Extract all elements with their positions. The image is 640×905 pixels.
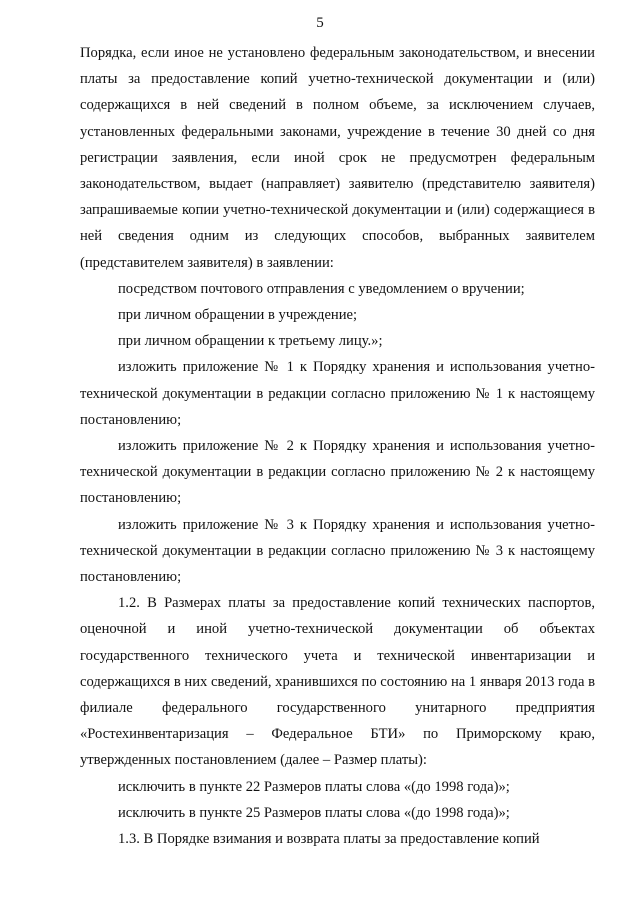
paragraph-section-1-3: 1.3. В Порядке взимания и возврата платы за предоставление копий (118, 831, 540, 848)
paragraph-method-in-person: при личном обращении в учреждение; (118, 307, 358, 324)
paragraph-appendix-2: изложить приложение № 2 к Порядку хранения и использования учетно-технической документации в редакции согласно приложению № 2 к настоящему постановлению; (80, 438, 595, 507)
paragraph-section-1-2: 1.2. В Размерах платы за предоставление копий технических паспортов, оценочной и иной учетно-технической документации об объектах государственного технического учета и технической инвентаризации и содержащихся в них сведений, хранившихся по состоянию на 1 января 2013 года в филиале федерального государственного унитарного предприятия «Ростехинвентаризация – Федеральное БТИ» по Приморскому краю, утвержденных постановлением (далее – Размер платы): (80, 595, 595, 769)
paragraph-method-mail: посредством почтового отправления с уведомлением о вручении; (118, 280, 525, 297)
paragraph-appendix-1: изложить приложение № 1 к Порядку хранения и использования учетно-технической документации в редакции согласно приложению № 1 к настоящему постановлению; (80, 359, 595, 428)
paragraph-exclude-item-22: исключить в пункте 22 Размеров платы слова «(до 1998 года)»; (118, 778, 510, 795)
page-number: 5 (316, 15, 324, 31)
document-body (80, 40, 595, 852)
paragraph-exclude-item-25: исключить в пункте 25 Размеров платы слова «(до 1998 года)»; (118, 804, 510, 821)
paragraph-continuation: Порядка, если иное не установлено федеральным законодательством, и внесении платы за предоставление копий учетно-технической документации и (или) содержащихся в ней сведений в полном объеме, за исключением случаев, установленных федеральными законами, учреждение в течение 30 дней со дня регистрации заявления, если иной срок не предусмотрен федеральным законодательством, выдает (направляет) заявителю (представителю заявителя) запрашиваемые копии учетно-технической документации и (или) содержащиеся в ней сведения одним из следующих способов, выбранных заявителем (представителем заявителя) в заявлении: (80, 45, 595, 271)
paragraph-appendix-3: изложить приложение № 3 к Порядку хранения и использования учетно-технической документации в редакции согласно приложению № 3 к настоящему постановлению; (80, 516, 595, 586)
paragraph-method-third-party: при личном обращении к третьему лицу.»; (118, 333, 383, 350)
